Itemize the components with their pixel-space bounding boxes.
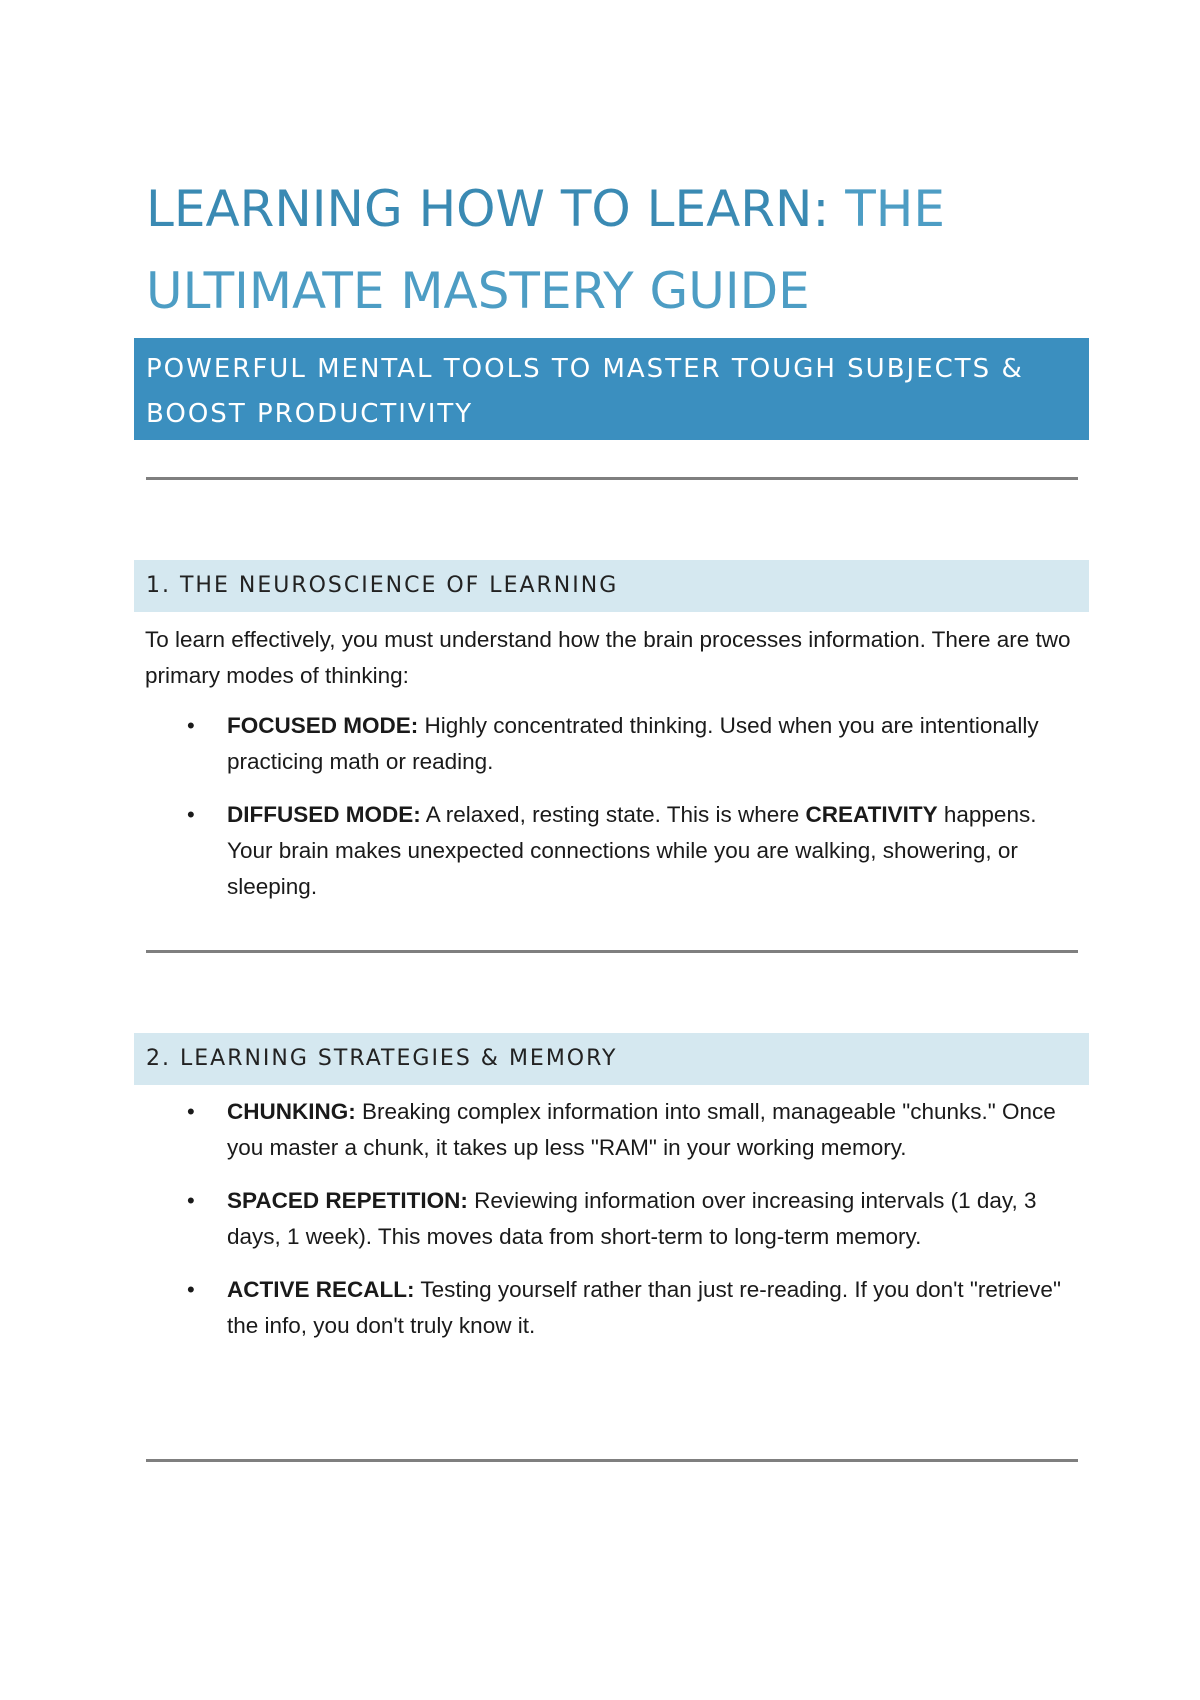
section-2-heading-text: 2. LEARNING STRATEGIES & MEMORY	[146, 1046, 618, 1071]
subtitle-line-2: BOOST PRODUCTIVITY	[146, 399, 474, 429]
section-1-list	[0, 708, 1200, 922]
desc-spaced-repetition: Reviewing information over increasing intervals (1 day, 3 days, 1 week). This moves data from short-term to long-term memory.	[227, 1188, 1037, 1249]
section-2-heading	[134, 1033, 1089, 1085]
bullet: •	[187, 802, 195, 827]
divider-top	[146, 477, 1078, 480]
term-focused-mode: FOCUSED MODE:	[227, 713, 419, 738]
emphasis-creativity: CREATIVITY	[805, 802, 938, 827]
subtitle-line-1: POWERFUL MENTAL TOOLS TO MASTER TOUGH SUBJECTS &	[146, 354, 1024, 384]
desc-focused-mode: Highly concentrated thinking. Used when you are intentionally practicing math or reading.	[227, 713, 1039, 774]
divider-middle	[146, 950, 1078, 953]
term-spaced-repetition: SPACED REPETITION:	[227, 1188, 468, 1213]
desc-chunking: Breaking complex information into small, manageable "chunks." Once you master a chunk, it takes up less "RAM" in your working memory.	[227, 1099, 1056, 1160]
divider-bottom	[146, 1459, 1078, 1462]
list-item-spaced-repetition	[0, 1183, 1087, 1255]
subtitle-banner	[134, 338, 1089, 440]
bullet: •	[187, 1277, 195, 1302]
term-diffused-mode: DIFFUSED MODE:	[227, 802, 421, 827]
list-item-focused-mode	[0, 708, 1087, 780]
list-item-diffused-mode	[0, 797, 1087, 905]
section-1-heading-text: 1. THE NEUROSCIENCE OF LEARNING	[146, 573, 619, 598]
bullet: •	[187, 713, 195, 738]
desc-active-recall: Testing yourself rather than just re-reading. If you don't "retrieve" the info, you don't truly know it.	[227, 1277, 1061, 1338]
term-chunking: CHUNKING:	[227, 1099, 356, 1124]
title-secondary: THE ULTIMATE MASTERY GUIDE	[146, 180, 945, 320]
term-active-recall: ACTIVE RECALL:	[227, 1277, 415, 1302]
bullet: •	[187, 1188, 195, 1213]
section-1-heading	[134, 560, 1089, 612]
desc-diffused-mode-cont: happens. Your brain makes unexpected connections while you are walking, showering, or sleeping.	[227, 802, 1037, 899]
list-item-chunking	[0, 1094, 1087, 1166]
bullet: •	[187, 1099, 195, 1124]
title-primary: LEARNING HOW TO LEARN:	[146, 180, 830, 238]
section-2-list	[0, 1094, 1200, 1361]
document-title	[146, 168, 1106, 332]
section-1-intro: To learn effectively, you must understand how the brain processes information. There are two primary modes of thinking:	[145, 627, 1071, 688]
desc-diffused-mode: A relaxed, resting state. This is where	[420, 802, 806, 827]
list-item-active-recall	[0, 1272, 1087, 1344]
